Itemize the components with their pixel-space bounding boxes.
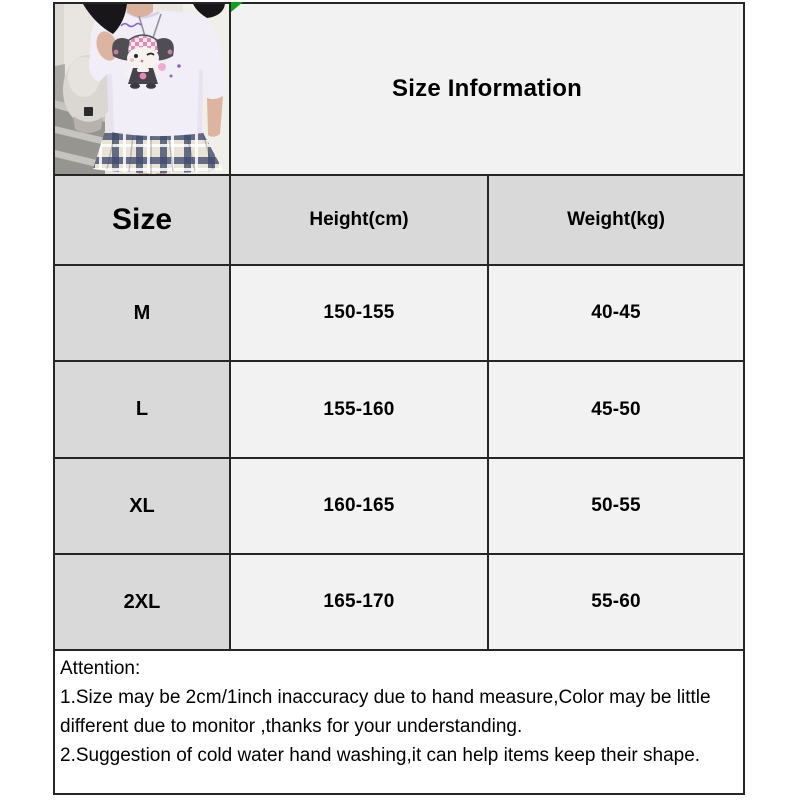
size-table bbox=[53, 2, 745, 651]
size-label-l: L bbox=[55, 362, 229, 457]
attention-note-2: 2.Suggestion of cold water hand washing,it can help items keep their shape. bbox=[60, 745, 701, 766]
height-value-2xl: 165-170 bbox=[231, 555, 487, 649]
weight-value-l: 45-50 bbox=[489, 362, 743, 457]
size-label-m: M bbox=[55, 266, 229, 360]
attention-heading: Attention: bbox=[60, 658, 141, 679]
weight-value-m: 40-45 bbox=[489, 266, 743, 360]
model-photo-illustration bbox=[55, 4, 229, 174]
product-photo-cell bbox=[55, 4, 229, 174]
height-value-xl: 160-165 bbox=[231, 459, 487, 553]
height-value-m: 150-155 bbox=[231, 266, 487, 360]
column-header-size: Size bbox=[55, 176, 229, 264]
column-header-height: Height(cm) bbox=[231, 176, 487, 264]
height-value-l: 155-160 bbox=[231, 362, 487, 457]
size-label-xl: XL bbox=[55, 459, 229, 553]
attention-note-box bbox=[53, 649, 745, 795]
weight-value-xl: 50-55 bbox=[489, 459, 743, 553]
size-information-header bbox=[231, 4, 743, 174]
column-header-weight: Weight(kg) bbox=[489, 176, 743, 264]
attention-note-1: 1.Size may be 2cm/1inch inaccuracy due to hand measure,Color may be little different due to monitor ,thanks for your understanding. bbox=[60, 687, 711, 737]
cell-corner-marker bbox=[231, 2, 243, 12]
page-title: Size Information bbox=[392, 75, 582, 102]
size-label-2xl: 2XL bbox=[55, 555, 229, 649]
weight-value-2xl: 55-60 bbox=[489, 555, 743, 649]
